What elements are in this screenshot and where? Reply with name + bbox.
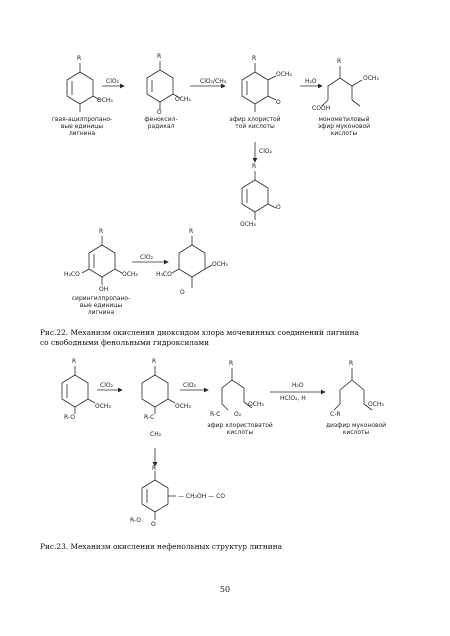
label-r: R xyxy=(229,360,234,367)
label-o: O xyxy=(180,289,185,296)
label-och3: OCH₃ xyxy=(95,403,111,410)
molecule-f23-intermediate xyxy=(142,366,175,414)
label-reagent: ClO₂ xyxy=(100,382,113,389)
label-r: R xyxy=(72,358,77,365)
label-reagent: ClO₂ xyxy=(106,78,119,85)
molecule-muconic-diester xyxy=(334,368,372,410)
label-r: R xyxy=(349,360,354,367)
label-och3: OCH₃ xyxy=(363,75,379,82)
label-ch2: CH₂ xyxy=(150,431,162,438)
label-reagent: ClO₂ xyxy=(183,382,196,389)
label-r: R xyxy=(77,55,82,62)
label-r: R xyxy=(252,163,257,170)
label-och3: OCH₃ xyxy=(175,96,191,103)
label-och3: OCH₃ xyxy=(212,261,228,268)
molecule-guaiacyl xyxy=(67,63,100,112)
label-r: R xyxy=(99,228,104,235)
label-reagent: ClO₂ xyxy=(140,254,153,261)
molecule-nonphenolic xyxy=(62,366,95,414)
label-och3: OCH₃ xyxy=(122,271,138,278)
figure-23-caption: Рис.23. Механизм окисления нефенольных структур лигнина xyxy=(40,542,283,551)
molecule-chlorite-ester xyxy=(242,63,276,112)
label-o: O xyxy=(276,204,281,211)
caption-syringyl: сирингилпропано- вые единицы лигнина xyxy=(71,295,131,316)
label-r: R xyxy=(337,58,342,65)
caption-guaiacyl: гвая-ацилпропано- вые единицы лигнина xyxy=(51,116,113,137)
label-reagent: H₂O xyxy=(305,78,317,85)
label-h3co: H₃CO xyxy=(156,271,172,278)
label-oh: OH xyxy=(99,286,109,293)
label-och3: OCH₃ xyxy=(248,401,264,408)
caption-phenoxyl: феноксил- радикал xyxy=(144,116,178,130)
label-och3: OCH₃ xyxy=(240,221,256,228)
label-o: O₂ xyxy=(234,411,242,418)
figure-22-caption-line1: Рис.22. Механизм окисления диоксидом хлора мочевинных соединений лигнина xyxy=(40,328,359,337)
label-cooh: COOH xyxy=(312,105,331,112)
caption-muconic-monomethyl: монометиловый эфир муконовой кислоты xyxy=(317,116,371,137)
label-och3: OCH₃ xyxy=(368,401,384,408)
label-och3: OCH₃ xyxy=(175,403,191,410)
label-reagent: H₂O xyxy=(292,382,304,389)
molecule-f23-quinone-product xyxy=(142,471,176,520)
label-o: O xyxy=(276,99,281,106)
label-r: R xyxy=(152,465,157,472)
caption-chlorite-ester: эфир хлористой той кислоты xyxy=(229,116,281,130)
molecule-syringyl xyxy=(82,236,122,285)
label-r: R xyxy=(152,358,157,365)
caption-f23-ester: эфир хлористоватой кислоты xyxy=(207,422,273,436)
molecule-muconic-monomethyl xyxy=(322,66,362,106)
label-r-o: R-O xyxy=(64,414,75,421)
label-r: R xyxy=(157,53,162,60)
label-reagent: HClO₂, H xyxy=(280,395,306,402)
label-r-c: R-C xyxy=(144,414,155,421)
label-o: O xyxy=(151,521,156,528)
label-side-chain: — CH₂OH — CO xyxy=(178,493,225,500)
label-r: R xyxy=(189,228,194,235)
label-h3co: H₃CO xyxy=(64,271,80,278)
label-c-r: C-R xyxy=(330,411,341,418)
label-o: O xyxy=(157,109,162,116)
label-och3: OCH₃ xyxy=(97,97,113,104)
molecule-quinone xyxy=(242,171,276,220)
label-r-c: R-C xyxy=(210,411,221,418)
label-reagent: ClO₂/CH₃ xyxy=(200,78,227,85)
page-number: 50 xyxy=(219,585,231,594)
label-reagent: ClO₂ xyxy=(259,148,272,155)
molecule-syringyl-product xyxy=(172,236,212,288)
label-r-o: R-O xyxy=(130,517,141,524)
label-och3: OCH₃ xyxy=(276,71,292,78)
caption-muconic-diester: диэфир муконовой кислоты xyxy=(325,422,387,436)
figure-22-caption-line2: со свободными фенольными гидроксилами xyxy=(40,338,210,347)
label-r: R xyxy=(252,55,257,62)
